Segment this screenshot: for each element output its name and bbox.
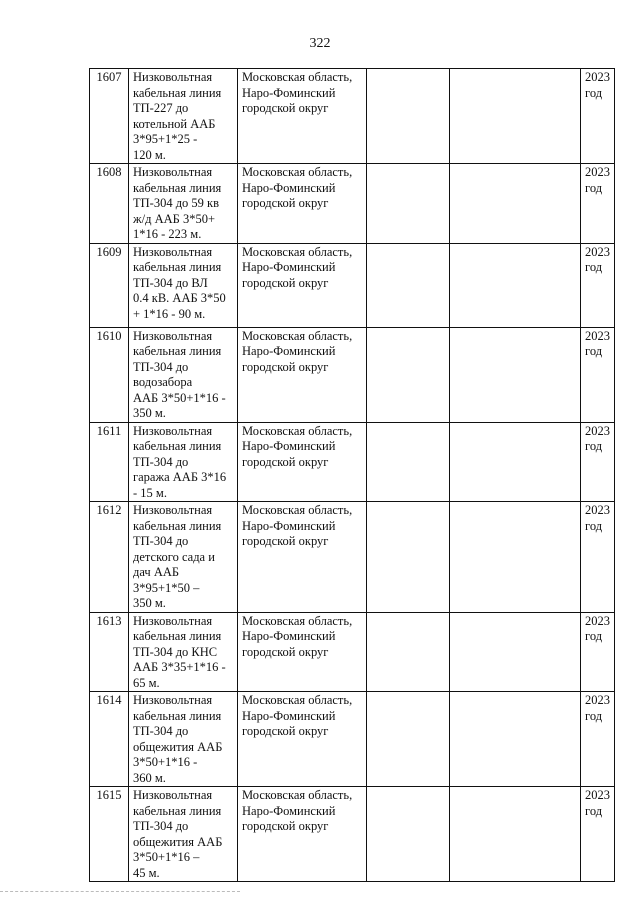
cell-year: 2023 год (581, 692, 615, 787)
cell-location: Московская область, Наро-Фоминский городской округ (238, 692, 367, 787)
cell-location: Московская область, Наро-Фоминский городской округ (238, 69, 367, 164)
cell-number: 1611 (90, 422, 129, 502)
cell-location: Московская область, Наро-Фоминский городской округ (238, 243, 367, 327)
cell-object-name: Низковольтная кабельная линия ТП-304 до общежития ААБ 3*50+1*16 – 45 м. (129, 787, 238, 882)
cell-empty-b (450, 692, 581, 787)
cell-object-name: Низковольтная кабельная линия ТП-304 до детского сада и дач ААБ 3*95+1*50 – 350 м. (129, 502, 238, 613)
cell-empty-b (450, 69, 581, 164)
cell-empty-a (367, 164, 450, 244)
table-row (90, 612, 615, 692)
cell-location: Московская область, Наро-Фоминский городской округ (238, 164, 367, 244)
cell-empty-b (450, 502, 581, 613)
cell-empty-b (450, 243, 581, 327)
cell-empty-a (367, 422, 450, 502)
cell-empty-b (450, 787, 581, 882)
table-row (90, 787, 615, 882)
cell-year: 2023 год (581, 69, 615, 164)
cell-empty-b (450, 164, 581, 244)
table-row (90, 327, 615, 422)
cell-year: 2023 год (581, 243, 615, 327)
cell-empty-b (450, 422, 581, 502)
cell-object-name: Низковольтная кабельная линия ТП-304 до 59 кв ж/д ААБ 3*50+ 1*16 - 223 м. (129, 164, 238, 244)
cell-number: 1615 (90, 787, 129, 882)
cell-empty-a (367, 787, 450, 882)
cell-year: 2023 год (581, 164, 615, 244)
cell-empty-b (450, 612, 581, 692)
cell-year: 2023 год (581, 327, 615, 422)
cell-number: 1608 (90, 164, 129, 244)
cell-year: 2023 год (581, 422, 615, 502)
cell-location: Московская область, Наро-Фоминский городской округ (238, 787, 367, 882)
cell-empty-a (367, 502, 450, 613)
cell-year: 2023 год (581, 787, 615, 882)
cell-object-name: Низковольтная кабельная линия ТП-304 до гаража ААБ 3*16 - 15 м. (129, 422, 238, 502)
cell-number: 1612 (90, 502, 129, 613)
cell-empty-a (367, 327, 450, 422)
cell-number: 1607 (90, 69, 129, 164)
cell-object-name: Низковольтная кабельная линия ТП-304 до КНС ААБ 3*35+1*16 - 65 м. (129, 612, 238, 692)
table-row (90, 422, 615, 502)
registry-table-body (90, 69, 615, 882)
cell-empty-a (367, 612, 450, 692)
cell-number: 1610 (90, 327, 129, 422)
table-row (90, 243, 615, 327)
cell-number: 1613 (90, 612, 129, 692)
cell-location: Московская область, Наро-Фоминский городской округ (238, 502, 367, 613)
table-row (90, 69, 615, 164)
cell-number: 1614 (90, 692, 129, 787)
cell-empty-a (367, 243, 450, 327)
cell-empty-b (450, 327, 581, 422)
page-number: 322 (309, 36, 331, 51)
table-row (90, 692, 615, 787)
cell-location: Московская область, Наро-Фоминский городской округ (238, 327, 367, 422)
cell-year: 2023 год (581, 502, 615, 613)
cell-empty-a (367, 692, 450, 787)
cell-location: Московская область, Наро-Фоминский городской округ (238, 422, 367, 502)
scan-edge-mark (0, 891, 240, 892)
cell-number: 1609 (90, 243, 129, 327)
cell-location: Московская область, Наро-Фоминский городской округ (238, 612, 367, 692)
registry-table (89, 68, 615, 882)
table-row (90, 502, 615, 613)
cell-empty-a (367, 69, 450, 164)
cell-object-name: Низковольтная кабельная линия ТП-304 до общежития ААБ 3*50+1*16 - 360 м. (129, 692, 238, 787)
cell-object-name: Низковольтная кабельная линия ТП-227 до котельной ААБ 3*95+1*25 - 120 м. (129, 69, 238, 164)
cell-object-name: Низковольтная кабельная линия ТП-304 до ВЛ 0.4 кВ. ААБ 3*50 + 1*16 - 90 м. (129, 243, 238, 327)
cell-year: 2023 год (581, 612, 615, 692)
cell-object-name: Низковольтная кабельная линия ТП-304 до водозабора ААБ 3*50+1*16 - 350 м. (129, 327, 238, 422)
table-row (90, 164, 615, 244)
